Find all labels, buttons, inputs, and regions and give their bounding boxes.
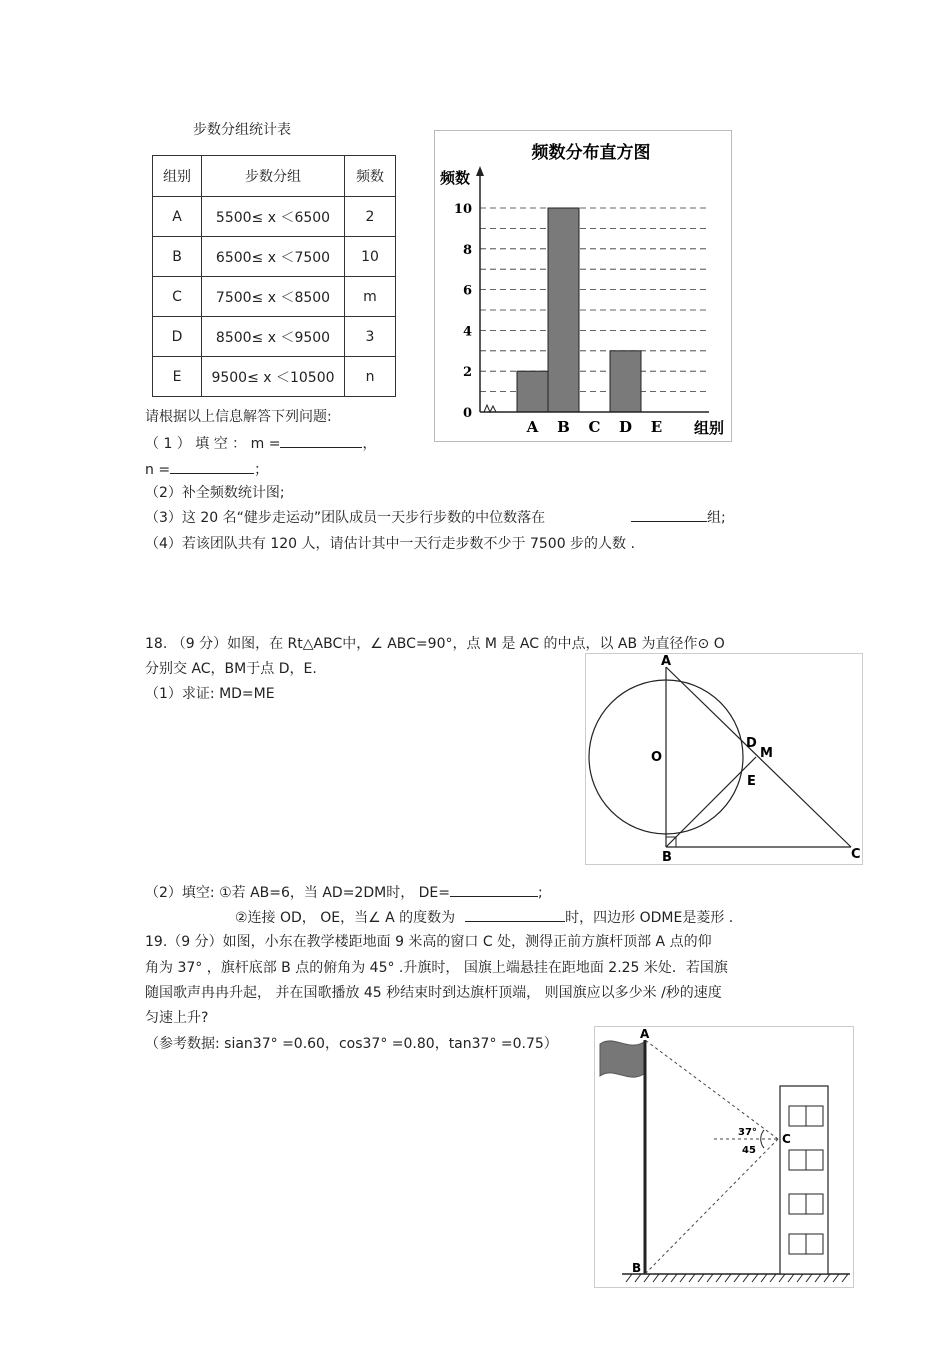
q18-part2b [235, 907, 733, 927]
q17-part1-n [145, 459, 268, 479]
table-cell: n [345, 357, 396, 397]
table-cell: 10 [345, 237, 396, 277]
angle-37-label: 37° [738, 1127, 757, 1138]
histogram-title: 频数分布直方图 [531, 143, 651, 163]
y-axis-label: 频数 [440, 169, 471, 187]
q17-part1-n-text: n = [145, 462, 171, 478]
x-tick-label: C [588, 418, 601, 436]
q18-part2 [145, 882, 543, 902]
table-header: 步数分组 [202, 156, 345, 197]
table-cell: A [153, 197, 202, 237]
label-m: M [760, 746, 773, 761]
y-tick-label: 10 [453, 202, 472, 217]
q17-part1-text: （ 1 ） 填 空 ： m = [145, 436, 281, 452]
x-tick-label: A [526, 418, 539, 436]
q18-line1: 18. （9 分）如图，在 Rt△ABC中，∠ ABC=90°，点 M 是 AC 的中点，以 AB 为直径作⊙ O [145, 636, 725, 652]
q17-part3-end: 组; [707, 510, 726, 526]
table-row [153, 317, 396, 357]
answer-blank-n[interactable] [170, 473, 254, 474]
histogram-frame [435, 131, 732, 442]
q17-part3-answer [631, 507, 726, 527]
label-b: B [632, 1261, 642, 1275]
step-group-table [152, 155, 396, 397]
table-row [153, 277, 396, 317]
table-header: 频数 [345, 156, 396, 197]
circle-triangle-figure [585, 653, 863, 865]
table-row [153, 357, 396, 397]
q19-line2: 角为 37° ，旗杆底部 B 点的俯角为 45° .升旗时， 国旗上端悬挂在距地面 2.25 米处．若国旗 [145, 960, 728, 976]
label-d: D [746, 736, 757, 751]
q18-line3: （1）求证: MD=ME [145, 686, 275, 702]
figure-frame [586, 654, 863, 865]
table-header: 组别 [153, 156, 202, 197]
x-tick-label: B [557, 418, 570, 436]
table-cell: m [345, 277, 396, 317]
x-tick-label: E [650, 418, 663, 436]
q19-line4: 匀速上升? [145, 1010, 209, 1026]
y-tick-label: 0 [462, 406, 472, 421]
q18-line2: 分别交 AC，BM于点 D，E. [145, 661, 317, 677]
q19-line3: 随国歌声冉冉升起， 并在国歌播放 45 秒结束时到达旗杆顶端， 则国旗应以多少米 /秒的速度 [145, 985, 722, 1001]
x-tick-label: D [618, 418, 633, 436]
x-axis-label: 组别 [694, 419, 725, 437]
label-a: A [640, 1027, 650, 1041]
label-c: C [782, 1132, 791, 1146]
table-cell: 8500≤ x ＜9500 [202, 317, 345, 357]
y-tick-label: 2 [462, 365, 472, 381]
answer-blank-m[interactable] [280, 447, 362, 448]
q17-part1-sep: ， [362, 436, 377, 452]
label-a: A [661, 654, 672, 669]
answer-blank-angle[interactable] [465, 921, 565, 922]
table-cell: D [153, 317, 202, 357]
table-cell: B [153, 237, 202, 277]
table-cell: 6500≤ x ＜7500 [202, 237, 345, 277]
y-tick-label: 4 [462, 324, 472, 340]
school-building [780, 1086, 828, 1274]
q17-part3: （3）这 20 名“健步走运动”团队成员一天步行步数的中位数落在 [145, 510, 546, 526]
table-cell: 9500≤ x ＜10500 [202, 357, 345, 397]
answer-blank-median[interactable] [631, 521, 707, 522]
q17-part1 [145, 433, 376, 453]
table-cell: 7500≤ x ＜8500 [202, 277, 345, 317]
q17-part4: （4）若该团队共有 120 人，请估计其中一天行走步数不少于 7500 步的人数 . [145, 536, 635, 552]
q18-part2-text: （2）填空: ①若 AB=6，当 AD=2DM时， DE= [145, 885, 451, 901]
q19-line1: 19.（9 分）如图，小东在教学楼距地面 9 米高的窗口 C 处，测得正前方旗杆顶部 A 点的仰 [145, 934, 712, 950]
q17-part2: （2）补全频数统计图; [145, 485, 285, 501]
table-row [153, 197, 396, 237]
table-title: 步数分组统计表 [193, 122, 291, 138]
bar-b [548, 208, 579, 412]
label-b: B [662, 850, 672, 865]
q19-line5: （参考数据: sian37° =0.60，cos37° =0.80，tan37° =0.75） [145, 1036, 558, 1052]
q17-part1-n-end: ； [254, 462, 269, 478]
y-tick-label: 8 [462, 242, 472, 258]
y-tick-label: 6 [462, 283, 472, 299]
label-o: O [651, 750, 663, 765]
frequency-histogram [434, 130, 732, 442]
bar-a [517, 371, 548, 412]
label-c: C [851, 847, 861, 862]
q18-part2b-text: ②连接 OD， OE，当∠ A 的度数为 [235, 910, 456, 926]
table-cell: 3 [345, 317, 396, 357]
angle-45-label: 45 [742, 1145, 756, 1156]
q18-part2-end: ; [538, 885, 543, 901]
table-cell: 5500≤ x ＜6500 [202, 197, 345, 237]
label-e: E [747, 774, 756, 789]
bar-d [610, 351, 641, 412]
answer-blank-de[interactable] [450, 896, 538, 897]
table-row [153, 237, 396, 277]
table-cell: 2 [345, 197, 396, 237]
flag-icon [600, 1041, 644, 1077]
q18-part2b-end: 时，四边形 ODME是菱形 . [565, 910, 734, 926]
flagpole-figure [594, 1026, 854, 1288]
table-cell: C [153, 277, 202, 317]
table-cell: E [153, 357, 202, 397]
q17-intro: 请根据以上信息解答下列问题: [145, 409, 332, 425]
